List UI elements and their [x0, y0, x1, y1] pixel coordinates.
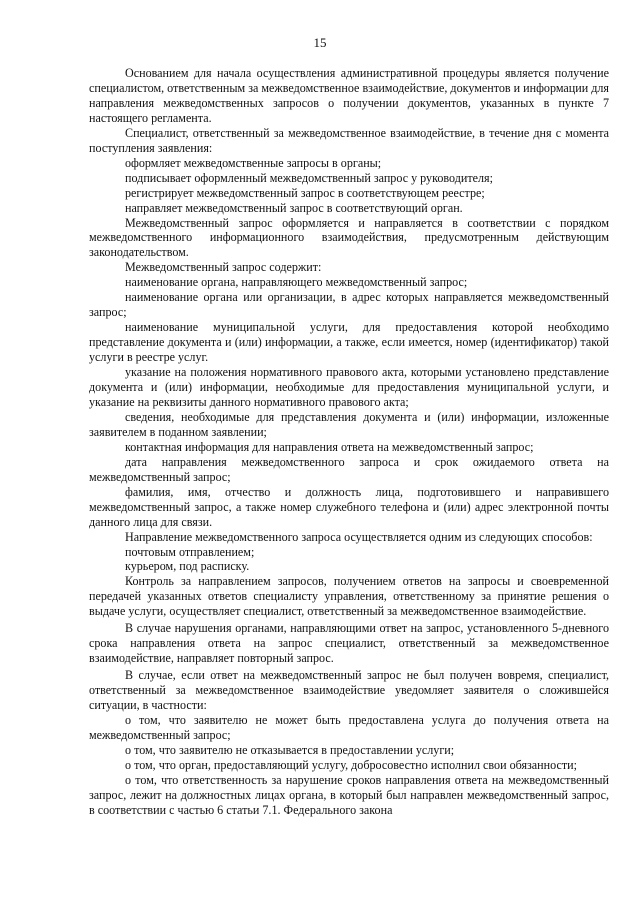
list-item: наименование органа или организации, в адрес которых направляется межведомственный запрос;	[89, 290, 609, 320]
paragraph: Межведомственный запрос оформляется и направляется в соответствии с порядком межведомственного информационного взаимодействия, предусмотренным действующим законодательством.	[89, 215, 609, 260]
list-item: о том, что заявителю не отказывается в предоставлении услуги;	[125, 742, 455, 757]
list-item: регистрирует межведомственный запрос в соответствующем реестре;	[125, 185, 485, 200]
document-body	[89, 66, 609, 818]
paragraph: В случае нарушения органами, направляющими ответ на запрос, установленного 5-дневного срока направления ответа на запрос специалист, ответственный за межведомственное взаимодействие, направляет повторный запрос.	[89, 621, 609, 666]
list-item: почтовым отправлением;	[125, 544, 255, 559]
paragraph: Направление межведомственного запроса осуществляется одним из следующих способов:	[125, 529, 593, 544]
list-item: наименование органа, направляющего межведомственный запрос;	[125, 275, 468, 290]
page-number: 15	[313, 35, 327, 50]
list-item: подписывает оформленный межведомственный запрос у руководителя;	[125, 170, 493, 185]
paragraph: Контроль за направлением запросов, получением ответов на запросы и своевременной передачей указанных ответов специалисту управления, ответственному за принятие решения о выдаче услуги, осуществляет специалист, ответственный за межведомственное взаимодействие.	[89, 574, 609, 619]
list-item: оформляет межведомственные запросы в органы;	[125, 155, 382, 170]
list-item: о том, что орган, предоставляющий услугу, добросовестно исполнил свои обязанности;	[125, 757, 577, 772]
list-item: дата направления межведомственного запроса и срок ожидаемого ответа на межведомственный запрос;	[89, 454, 609, 484]
list-item: о том, что заявителю не может быть предоставлена услуга до получения ответа на межведомственный запрос;	[89, 712, 609, 742]
paragraph: Основанием для начала осуществления административной процедуры является получение специалистом, ответственным за межведомственное взаимодействие, документов и информации для направления межведомственных запросов о получении документов, указанных в пункте 7 настоящего регламента.	[89, 66, 609, 125]
list-item: направляет межведомственный запрос в соответствующий орган.	[125, 200, 463, 215]
paragraph: Межведомственный запрос содержит:	[125, 260, 322, 275]
list-item: контактная информация для направления ответа на межведомственный запрос;	[125, 439, 534, 454]
list-item: фамилия, имя, отчество и должность лица, подготовившего и направившего межведомственный запрос, а также номер служебного телефона и (или) адрес электронной почты данного лица для связи.	[89, 484, 609, 529]
list-item: указание на положения нормативного правового акта, которыми установлено представление документа и (или) информации, необходимые для предоставления муниципальной услуги, и указание на реквизиты данного нормативного правового акта;	[89, 365, 609, 409]
paragraph: В случае, если ответ на межведомственный запрос не был получен вовремя, специалист, ответственный за межведомственное взаимодействие уведомляет заявителя о сложившейся ситуации, в частности:	[89, 668, 609, 713]
list-item: наименование муниципальной услуги, для предоставления которой необходимо представление документа и (или) информации, а также, если имеется, номер (идентификатор) такой услуги в реестре услуг.	[89, 320, 609, 365]
paragraph: Специалист, ответственный за межведомственное взаимодействие, в течение дня с момента поступления заявления:	[89, 125, 609, 155]
list-item: о том, что ответственность за нарушение сроков направления ответа на межведомственный запрос, лежит на должностных лицах органа, в который был направлен межведомственный запрос, в соответствии с частью 6 статьи 7.1. Федерального закона	[89, 772, 609, 817]
list-item: курьером, под расписку.	[125, 559, 250, 574]
list-item: сведения, необходимые для представления документа и (или) информации, изложенные заявителем в поданном заявлении;	[89, 409, 609, 439]
